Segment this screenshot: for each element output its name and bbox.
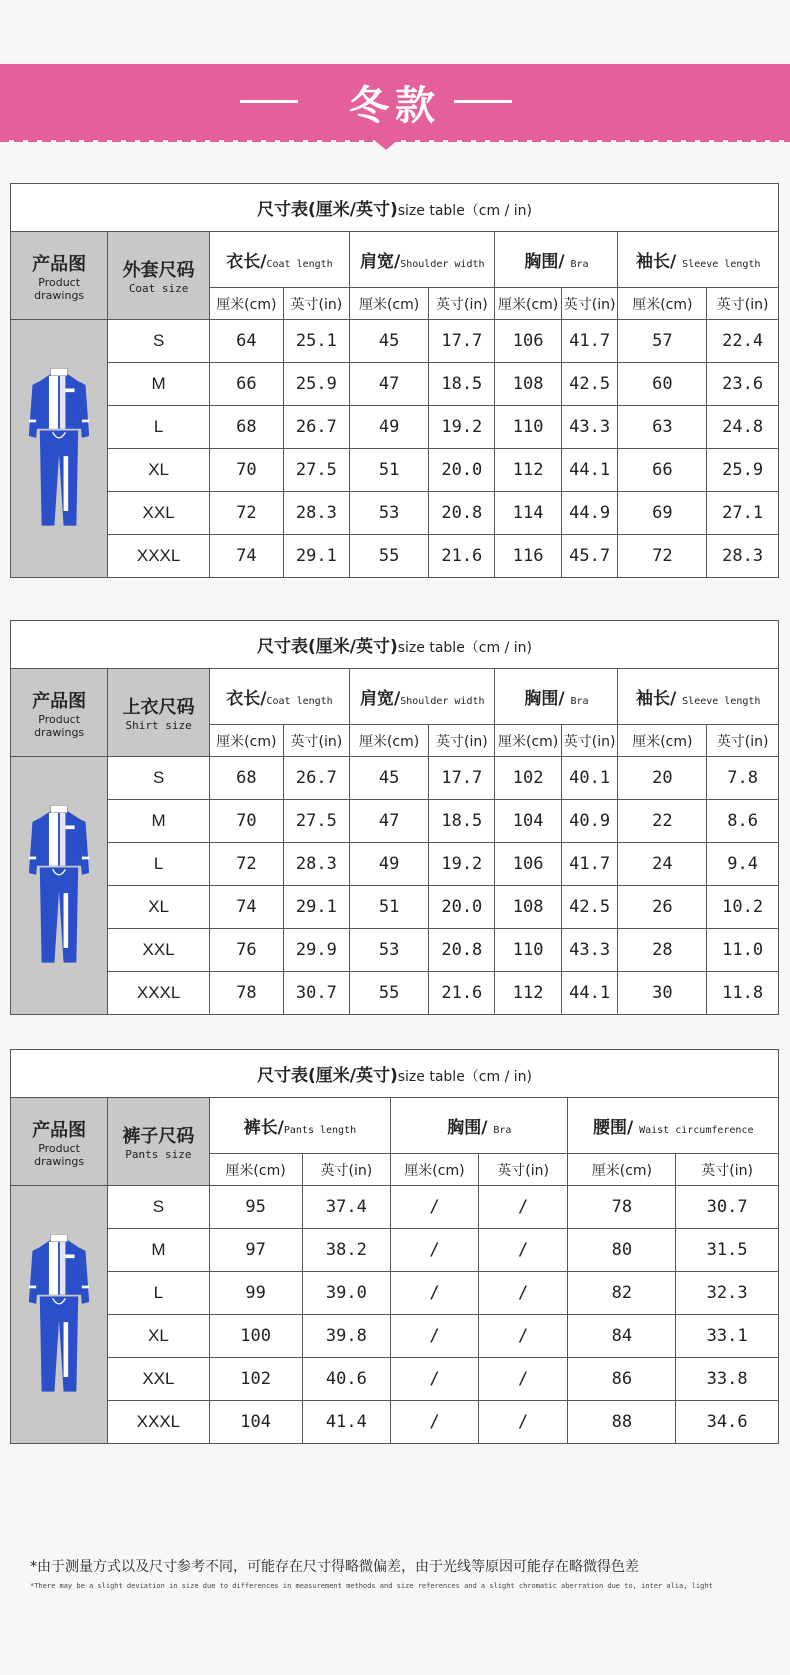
unit-header: 英寸(in) xyxy=(283,288,349,320)
table-cell: 112 xyxy=(495,972,561,1015)
table-cell: 99 xyxy=(209,1272,302,1315)
table-row xyxy=(11,972,779,1015)
table-cell: 20.8 xyxy=(429,929,495,972)
table-cell: 20 xyxy=(618,757,707,800)
unit-header: 英寸(in) xyxy=(561,725,618,757)
size-en: Pants size xyxy=(125,1148,192,1161)
group-header: 肩宽/Shoulder width xyxy=(350,669,495,725)
table-row xyxy=(11,843,779,886)
table-cell: 30.7 xyxy=(676,1186,779,1229)
table-cell: / xyxy=(478,1229,568,1272)
table-cell: 19.2 xyxy=(429,406,495,449)
unit-header: 厘米(cm) xyxy=(209,725,283,757)
unit-header: 英寸(in) xyxy=(707,725,779,757)
table-cell: 63 xyxy=(618,406,707,449)
size-table-pants xyxy=(10,1049,779,1444)
table-cell: 37.4 xyxy=(302,1186,391,1229)
unit-header: 厘米(cm) xyxy=(209,288,283,320)
table-cell: / xyxy=(478,1272,568,1315)
table-cell: 43.3 xyxy=(561,929,618,972)
table-cell: 44.1 xyxy=(561,449,618,492)
table-cell: 49 xyxy=(350,406,429,449)
table-cell: 106 xyxy=(495,320,561,363)
size-label: M xyxy=(108,1229,209,1272)
table-cell: 72 xyxy=(618,535,707,578)
disclaimer-en: *There may be a slight deviation in size due to differences in measurement methods and size references and a slight chromatic aberration due to, inter alia, light xyxy=(30,1582,713,1590)
size-label: L xyxy=(108,843,210,886)
table-cell: 25.9 xyxy=(707,449,779,492)
table-cell: 30.7 xyxy=(283,972,349,1015)
group-header: 裤长/Pants length xyxy=(209,1098,391,1154)
group-header: 衣长/Coat length xyxy=(209,669,349,725)
size-label: XL xyxy=(108,886,210,929)
table-cell: / xyxy=(391,1272,479,1315)
size-label: XXL xyxy=(108,1358,209,1401)
table-row xyxy=(11,1401,779,1444)
table-cell: 74 xyxy=(209,535,283,578)
table-row xyxy=(11,800,779,843)
table-row xyxy=(11,929,779,972)
tracksuit-icon xyxy=(27,362,91,532)
table-cell: 60 xyxy=(618,363,707,406)
size-label: XXXL xyxy=(108,1401,209,1444)
table-cell: 110 xyxy=(495,406,561,449)
table-cell: 72 xyxy=(209,492,283,535)
size-table-coat xyxy=(10,183,779,578)
product-image xyxy=(11,320,108,578)
table-cell: / xyxy=(391,1401,479,1444)
table-cell: 53 xyxy=(350,492,429,535)
unit-header: 厘米(cm) xyxy=(209,1154,302,1186)
product-en-2: drawings xyxy=(34,1154,85,1168)
table-cell: 47 xyxy=(350,363,429,406)
banner-title: 冬款 xyxy=(349,83,441,129)
table-cell: 88 xyxy=(568,1401,676,1444)
table-cell: 18.5 xyxy=(429,800,495,843)
product-en: Product xyxy=(38,712,81,726)
product-drawing-header xyxy=(11,1098,108,1186)
group-header: 袖长/ Sleeve length xyxy=(618,669,779,725)
size-label: M xyxy=(108,800,210,843)
table-cell: 82 xyxy=(568,1272,676,1315)
table-cell: 70 xyxy=(209,449,283,492)
table-cell: 42.5 xyxy=(561,363,618,406)
table-cell: 21.6 xyxy=(429,972,495,1015)
table-cell: 102 xyxy=(495,757,561,800)
table-cell: 39.0 xyxy=(302,1272,391,1315)
tracksuit-icon xyxy=(27,799,91,969)
table-cell: 45 xyxy=(350,757,429,800)
size-label: XXL xyxy=(108,929,210,972)
table-row xyxy=(11,1186,779,1229)
table-cell: / xyxy=(478,1186,568,1229)
table-cell: 43.3 xyxy=(561,406,618,449)
tracksuit-icon xyxy=(27,1228,91,1398)
table-cell: 24 xyxy=(618,843,707,886)
unit-header: 英寸(in) xyxy=(302,1154,391,1186)
unit-header: 厘米(cm) xyxy=(495,288,561,320)
table-cell: 97 xyxy=(209,1229,302,1272)
table-row xyxy=(11,1315,779,1358)
unit-header: 厘米(cm) xyxy=(495,725,561,757)
table-cell: 41.7 xyxy=(561,843,618,886)
size-label: XL xyxy=(108,449,210,492)
table-cell: 104 xyxy=(495,800,561,843)
table-cell: / xyxy=(478,1401,568,1444)
unit-header: 英寸(in) xyxy=(429,725,495,757)
table-cell: 55 xyxy=(350,972,429,1015)
table-cell: 104 xyxy=(209,1401,302,1444)
table-cell: 23.6 xyxy=(707,363,779,406)
caption-en: size table（cm / in) xyxy=(397,640,532,656)
table-cell: / xyxy=(391,1186,479,1229)
unit-header: 英寸(in) xyxy=(478,1154,568,1186)
section-banner xyxy=(0,64,790,140)
table-cell: 33.8 xyxy=(676,1358,779,1401)
size-cn: 上衣尺码 xyxy=(122,697,195,718)
table-cell: 100 xyxy=(209,1315,302,1358)
group-header: 胸围/ Bra xyxy=(495,232,618,288)
table-row xyxy=(11,492,779,535)
table-row xyxy=(11,535,779,578)
table-cell: 34.6 xyxy=(676,1401,779,1444)
table-cell: 102 xyxy=(209,1358,302,1401)
table-cell: 25.9 xyxy=(283,363,349,406)
table-cell: 45.7 xyxy=(561,535,618,578)
unit-header: 厘米(cm) xyxy=(350,725,429,757)
caption-cn: 尺寸表(厘米/英寸) xyxy=(257,637,398,657)
table-cell: 7.8 xyxy=(707,757,779,800)
unit-header: 英寸(in) xyxy=(707,288,779,320)
product-drawing-header xyxy=(11,669,108,757)
table-cell: 40.1 xyxy=(561,757,618,800)
product-en: Product xyxy=(38,275,81,289)
unit-header: 英寸(in) xyxy=(561,288,618,320)
table-cell: 27.5 xyxy=(283,800,349,843)
table-cell: 32.3 xyxy=(676,1272,779,1315)
table-cell: 31.5 xyxy=(676,1229,779,1272)
table-cell: 18.5 xyxy=(429,363,495,406)
table-row xyxy=(11,363,779,406)
table-cell: / xyxy=(478,1358,568,1401)
table-cell: 68 xyxy=(209,406,283,449)
size-en: Shirt size xyxy=(125,719,192,732)
table-cell: / xyxy=(391,1358,479,1401)
table-caption xyxy=(11,184,779,232)
table-cell: 28.3 xyxy=(283,492,349,535)
product-image xyxy=(11,1186,108,1444)
table-cell: 74 xyxy=(209,886,283,929)
table-row xyxy=(11,1358,779,1401)
table-cell: / xyxy=(478,1315,568,1358)
unit-header: 厘米(cm) xyxy=(568,1154,676,1186)
caption-cn: 尺寸表(厘米/英寸) xyxy=(257,1066,398,1086)
size-label: S xyxy=(108,320,210,363)
table-cell: 112 xyxy=(495,449,561,492)
product-cn: 产品图 xyxy=(32,253,87,275)
table-cell: 20.0 xyxy=(429,886,495,929)
table-cell: 27.1 xyxy=(707,492,779,535)
table-cell: 66 xyxy=(209,363,283,406)
group-header: 肩宽/Shoulder width xyxy=(350,232,495,288)
table-cell: 106 xyxy=(495,843,561,886)
size-label: S xyxy=(108,1186,209,1229)
table-cell: 38.2 xyxy=(302,1229,391,1272)
product-en-2: drawings xyxy=(34,288,85,302)
unit-header: 厘米(cm) xyxy=(350,288,429,320)
table-cell: 28.3 xyxy=(283,843,349,886)
table-cell: / xyxy=(391,1229,479,1272)
table-cell: 49 xyxy=(350,843,429,886)
table-cell: 20.8 xyxy=(429,492,495,535)
table-cell: 108 xyxy=(495,886,561,929)
table-cell: 51 xyxy=(350,449,429,492)
size-label: XXXL xyxy=(108,535,210,578)
table-cell: / xyxy=(391,1315,479,1358)
disclaimer-cn: *由于测量方式以及尺寸参考不同，可能存在尺寸得略微偏差，由于光线等原因可能存在略微得色差 xyxy=(30,1559,639,1575)
caption-cn: 尺寸表(厘米/英寸) xyxy=(257,200,398,220)
table-cell: 108 xyxy=(495,363,561,406)
size-column-header xyxy=(108,232,210,320)
table-cell: 42.5 xyxy=(561,886,618,929)
unit-header: 厘米(cm) xyxy=(391,1154,479,1186)
table-cell: 70 xyxy=(209,800,283,843)
table-cell: 110 xyxy=(495,929,561,972)
group-header: 胸围/ Bra xyxy=(391,1098,568,1154)
table-cell: 8.6 xyxy=(707,800,779,843)
caption-en: size table（cm / in) xyxy=(397,203,532,219)
table-cell: 84 xyxy=(568,1315,676,1358)
table-cell: 29.9 xyxy=(283,929,349,972)
table-cell: 11.8 xyxy=(707,972,779,1015)
unit-header: 厘米(cm) xyxy=(618,725,707,757)
table-cell: 30 xyxy=(618,972,707,1015)
table-cell: 66 xyxy=(618,449,707,492)
table-cell: 22.4 xyxy=(707,320,779,363)
table-cell: 19.2 xyxy=(429,843,495,886)
table-cell: 116 xyxy=(495,535,561,578)
size-label: M xyxy=(108,363,210,406)
table-cell: 80 xyxy=(568,1229,676,1272)
table-cell: 17.7 xyxy=(429,757,495,800)
table-cell: 72 xyxy=(209,843,283,886)
table-cell: 40.6 xyxy=(302,1358,391,1401)
table-cell: 25.1 xyxy=(283,320,349,363)
size-label: XXXL xyxy=(108,972,210,1015)
table-cell: 24.8 xyxy=(707,406,779,449)
table-caption xyxy=(11,621,779,669)
table-cell: 22 xyxy=(618,800,707,843)
unit-header: 英寸(in) xyxy=(676,1154,779,1186)
size-label: S xyxy=(108,757,210,800)
table-row xyxy=(11,1229,779,1272)
unit-header: 厘米(cm) xyxy=(618,288,707,320)
table-cell: 26.7 xyxy=(283,406,349,449)
table-cell: 33.1 xyxy=(676,1315,779,1358)
table-cell: 47 xyxy=(350,800,429,843)
table-cell: 64 xyxy=(209,320,283,363)
table-cell: 95 xyxy=(209,1186,302,1229)
table-row xyxy=(11,406,779,449)
table-row xyxy=(11,449,779,492)
table-cell: 29.1 xyxy=(283,886,349,929)
product-cn: 产品图 xyxy=(32,690,87,712)
table-caption xyxy=(11,1050,779,1098)
table-cell: 29.1 xyxy=(283,535,349,578)
table-cell: 11.0 xyxy=(707,929,779,972)
table-cell: 44.9 xyxy=(561,492,618,535)
table-cell: 78 xyxy=(209,972,283,1015)
table-cell: 41.4 xyxy=(302,1401,391,1444)
size-table-shirt xyxy=(10,620,779,1015)
group-header: 衣长/Coat length xyxy=(209,232,349,288)
table-cell: 41.7 xyxy=(561,320,618,363)
table-cell: 78 xyxy=(568,1186,676,1229)
group-header: 腰围/ Waist circumference xyxy=(568,1098,779,1154)
product-cn: 产品图 xyxy=(32,1119,87,1141)
product-image xyxy=(11,757,108,1015)
table-cell: 86 xyxy=(568,1358,676,1401)
group-header: 袖长/ Sleeve length xyxy=(618,232,779,288)
table-cell: 28.3 xyxy=(707,535,779,578)
table-row xyxy=(11,320,779,363)
product-en: Product xyxy=(38,1141,80,1155)
caption-en: size table（cm / in) xyxy=(397,1069,532,1085)
size-label: XXL xyxy=(108,492,210,535)
size-column-header xyxy=(108,669,210,757)
table-cell: 26 xyxy=(618,886,707,929)
table-cell: 27.5 xyxy=(283,449,349,492)
table-cell: 51 xyxy=(350,886,429,929)
size-label: XL xyxy=(108,1315,209,1358)
product-drawing-header xyxy=(11,232,108,320)
table-cell: 76 xyxy=(209,929,283,972)
size-en: Coat size xyxy=(128,282,189,295)
table-row xyxy=(11,886,779,929)
table-cell: 57 xyxy=(618,320,707,363)
table-cell: 26.7 xyxy=(283,757,349,800)
unit-header: 英寸(in) xyxy=(429,288,495,320)
table-cell: 45 xyxy=(350,320,429,363)
table-cell: 17.7 xyxy=(429,320,495,363)
size-cn: 裤子尺码 xyxy=(122,1126,195,1147)
table-cell: 69 xyxy=(618,492,707,535)
table-cell: 53 xyxy=(350,929,429,972)
table-cell: 55 xyxy=(350,535,429,578)
table-cell: 44.1 xyxy=(561,972,618,1015)
product-en-2: drawings xyxy=(34,725,85,739)
banner-notch xyxy=(372,138,400,150)
table-cell: 21.6 xyxy=(429,535,495,578)
table-cell: 114 xyxy=(495,492,561,535)
size-label: L xyxy=(108,1272,209,1315)
table-cell: 40.9 xyxy=(561,800,618,843)
table-row xyxy=(11,757,779,800)
table-row xyxy=(11,1272,779,1315)
banner-line-right xyxy=(454,100,512,103)
table-cell: 10.2 xyxy=(707,886,779,929)
unit-header: 英寸(in) xyxy=(283,725,349,757)
table-cell: 68 xyxy=(209,757,283,800)
group-header: 胸围/ Bra xyxy=(495,669,618,725)
table-cell: 9.4 xyxy=(707,843,779,886)
size-label: L xyxy=(108,406,210,449)
size-column-header xyxy=(108,1098,209,1186)
table-cell: 39.8 xyxy=(302,1315,391,1358)
table-cell: 20.0 xyxy=(429,449,495,492)
size-cn: 外套尺码 xyxy=(122,260,195,281)
table-cell: 28 xyxy=(618,929,707,972)
